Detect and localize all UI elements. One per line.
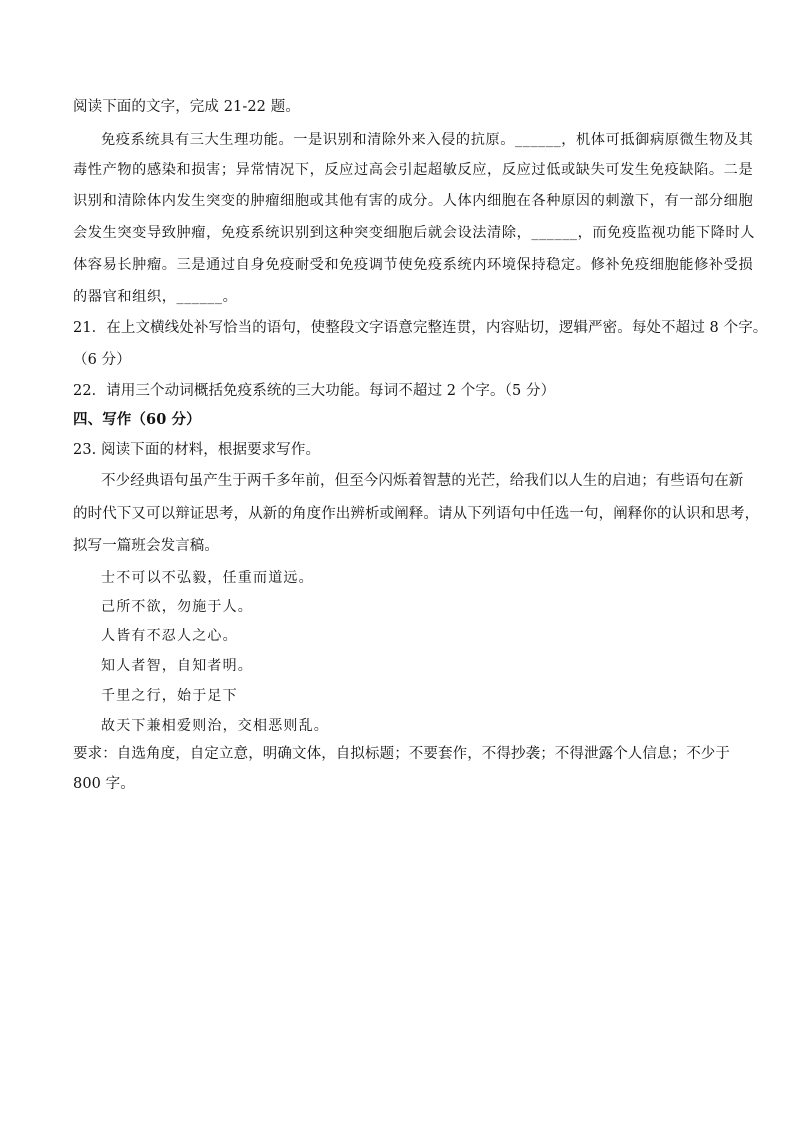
reading-intro: 阅读下面的文字，完成 21-22 题。 xyxy=(73,99,300,115)
section-title-writing: 四、写作（60 分） xyxy=(73,411,201,428)
quote-item: 故天下兼相爱则治，交相恶则乱。 xyxy=(101,718,329,734)
quote-item: 千里之行，始于足下 xyxy=(101,688,238,704)
question-21: 21．在上文横线处补写恰当的语句，使整段文字语意完整连贯，内容贴切，逻辑严密。每处不超过 8 个字。 xyxy=(73,320,768,336)
passage-line: 识别和清除体内发生突变的肿瘤细胞或其他有害的成分。人体内细胞在各种原因的刺激下，有一部分细胞 xyxy=(73,193,754,209)
writing-requirements-continued: 800 字。 xyxy=(73,776,135,792)
passage-line: 的器官和组织，______。 xyxy=(73,289,238,305)
quote-item: 己所不欲，勿施于人。 xyxy=(101,599,253,615)
material-line: 不少经典语句虽产生于两千多年前，但至今闪烁着智慧的光芒，给我们以人生的启迪；有些语句在新 xyxy=(101,473,744,489)
passage-line: 免疫系统具有三大生理功能。一是识别和清除外来入侵的抗原。______，机体可抵御病原微生物及其 xyxy=(101,132,754,148)
passage-line: 体容易长肿瘤。三是通过自身免疫耐受和免疫调节使免疫系统内环境保持稳定。修补免疫细胞能修补受损 xyxy=(73,257,754,273)
passage-line: 会发生突变导致肿瘤，免疫系统识别到这种突变细胞后就会设法清除，______，而免疫监视功能下降时人 xyxy=(73,225,756,241)
material-line: 拟写一篇班会发言稿。 xyxy=(73,538,219,554)
quote-item: 人皆有不忍人之心。 xyxy=(101,628,238,644)
passage-line: 毒性产物的感染和损害；异常情况下，反应过高会引起超敏反应，反应过低或缺失可发生免疫缺陷。二是 xyxy=(73,162,754,178)
quote-item: 知人者智，自知者明。 xyxy=(101,658,253,674)
question-23: 23. 阅读下面的材料，根据要求写作。 xyxy=(73,442,321,458)
question-22: 22．请用三个动词概括免疫系统的三大功能。每词不超过 2 个字。（5 分） xyxy=(73,383,556,399)
question-21-score: （6 分） xyxy=(73,352,131,368)
writing-requirements: 要求：自选角度，自定立意，明确文体，自拟标题；不要套作，不得抄袭；不得泄露个人信息；不少于 xyxy=(73,746,730,762)
material-line: 的时代下又可以辩证思考，从新的角度作出辨析或阐释。请从下列语句中任选一句，阐释你的认识和思考， xyxy=(73,506,760,522)
quote-item: 士不可以不弘毅，任重而道远。 xyxy=(101,570,314,586)
